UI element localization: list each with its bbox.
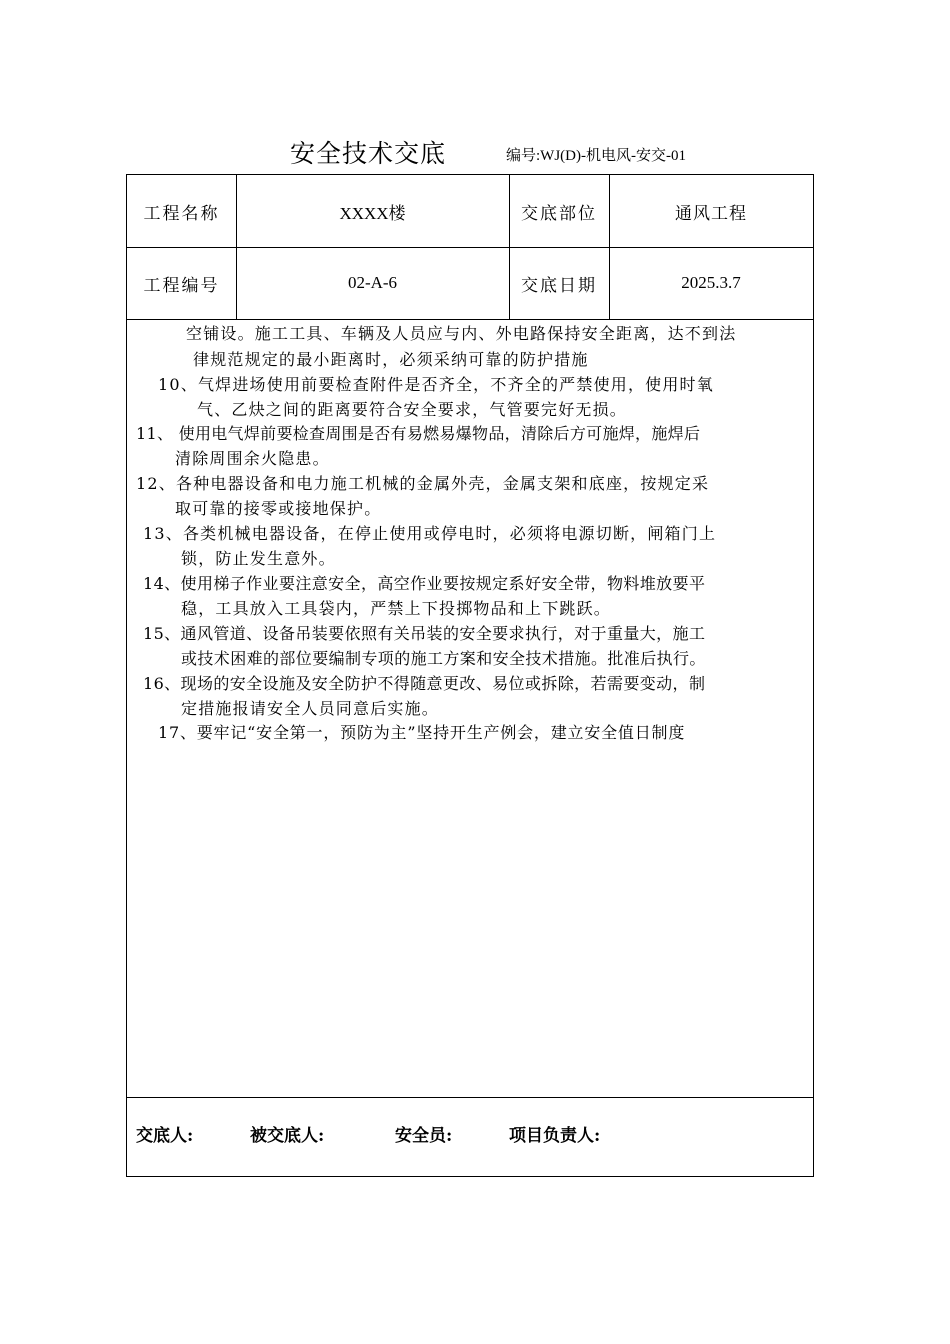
document-title: 安全技术交底 (290, 139, 447, 168)
content-line: 取可靠的接零或接地保护。 (175, 499, 382, 518)
project-number-value: 02-A-6 (347, 273, 398, 292)
content-line: 14、使用梯子作业要注意安全，高空作业要按规定系好安全带，物料堆放要平 (143, 574, 706, 593)
content-line: 17、要牢记“安全第一，预防为主”坚持开生产例会，建立安全值日制度 (158, 723, 686, 742)
row-divider (127, 319, 813, 320)
content-line: 11、 使用电气焊前要检查周围是否有易燃易爆物品，清除后方可施焊，施焊后 (136, 424, 701, 443)
discloser-signature-label: 交底人: (136, 1126, 194, 1146)
safety-officer-signature-label: 安全员: (395, 1126, 453, 1146)
disclosure-part-value: 通风工程 (675, 203, 747, 224)
content-line: 定措施报请安全人员同意后实施。 (181, 699, 440, 718)
row-divider (127, 1097, 813, 1098)
disclosure-date-value: 2025.3.7 (681, 273, 741, 292)
recipient-signature-label: 被交底人: (250, 1126, 325, 1146)
content-line: 稳，工具放入工具袋内，严禁上下投掷物品和上下跳跃。 (181, 599, 612, 618)
content-line: 16、现场的安全设施及安全防护不得随意更改、易位或拆除，若需要变动，制 (143, 674, 706, 693)
document-code: 编号:WJ(D)-机电风-安交-01 (506, 148, 686, 164)
project-name-label: 工程名称 (143, 203, 220, 224)
disclosure-date-label: 交底日期 (521, 275, 597, 296)
content-line: 锁，防止发生意外。 (181, 549, 336, 568)
project-lead-signature-label: 项目负责人: (509, 1126, 601, 1146)
content-line: 律规范规定的最小距离时，必须采纳可靠的防护措施 (193, 350, 589, 369)
content-line: 10、气焊进场使用前要检查附件是否齐全，不齐全的严禁使用，使用时氧 (158, 375, 714, 394)
disclosure-part-label: 交底部位 (521, 203, 597, 224)
project-number-label: 工程编号 (143, 275, 220, 296)
content-line: 空铺设。施工工具、车辆及人员应与内、外电路保持安全距离，达不到法 (186, 324, 737, 343)
content-line: 15、通风管道、设备吊装要依照有关吊装的安全要求执行，对于重量大，施工 (143, 624, 706, 643)
content-line: 清除周围余火隐患。 (175, 449, 330, 468)
project-name-value: XXXX楼 (339, 203, 406, 223)
content-line: 13、各类机械电器设备，在停止使用或停电时，必须将电源切断，闸箱门上 (143, 524, 717, 543)
content-line: 12、各种电器设备和电力施工机械的金属外壳，金属支架和底座，按规定采 (136, 474, 710, 493)
content-line: 或技术困难的部位要编制专项的施工方案和安全技术措施。批准后执行。 (181, 649, 706, 668)
content-line: 气、乙炔之间的距离要符合安全要求，气管要完好无损。 (197, 400, 628, 419)
